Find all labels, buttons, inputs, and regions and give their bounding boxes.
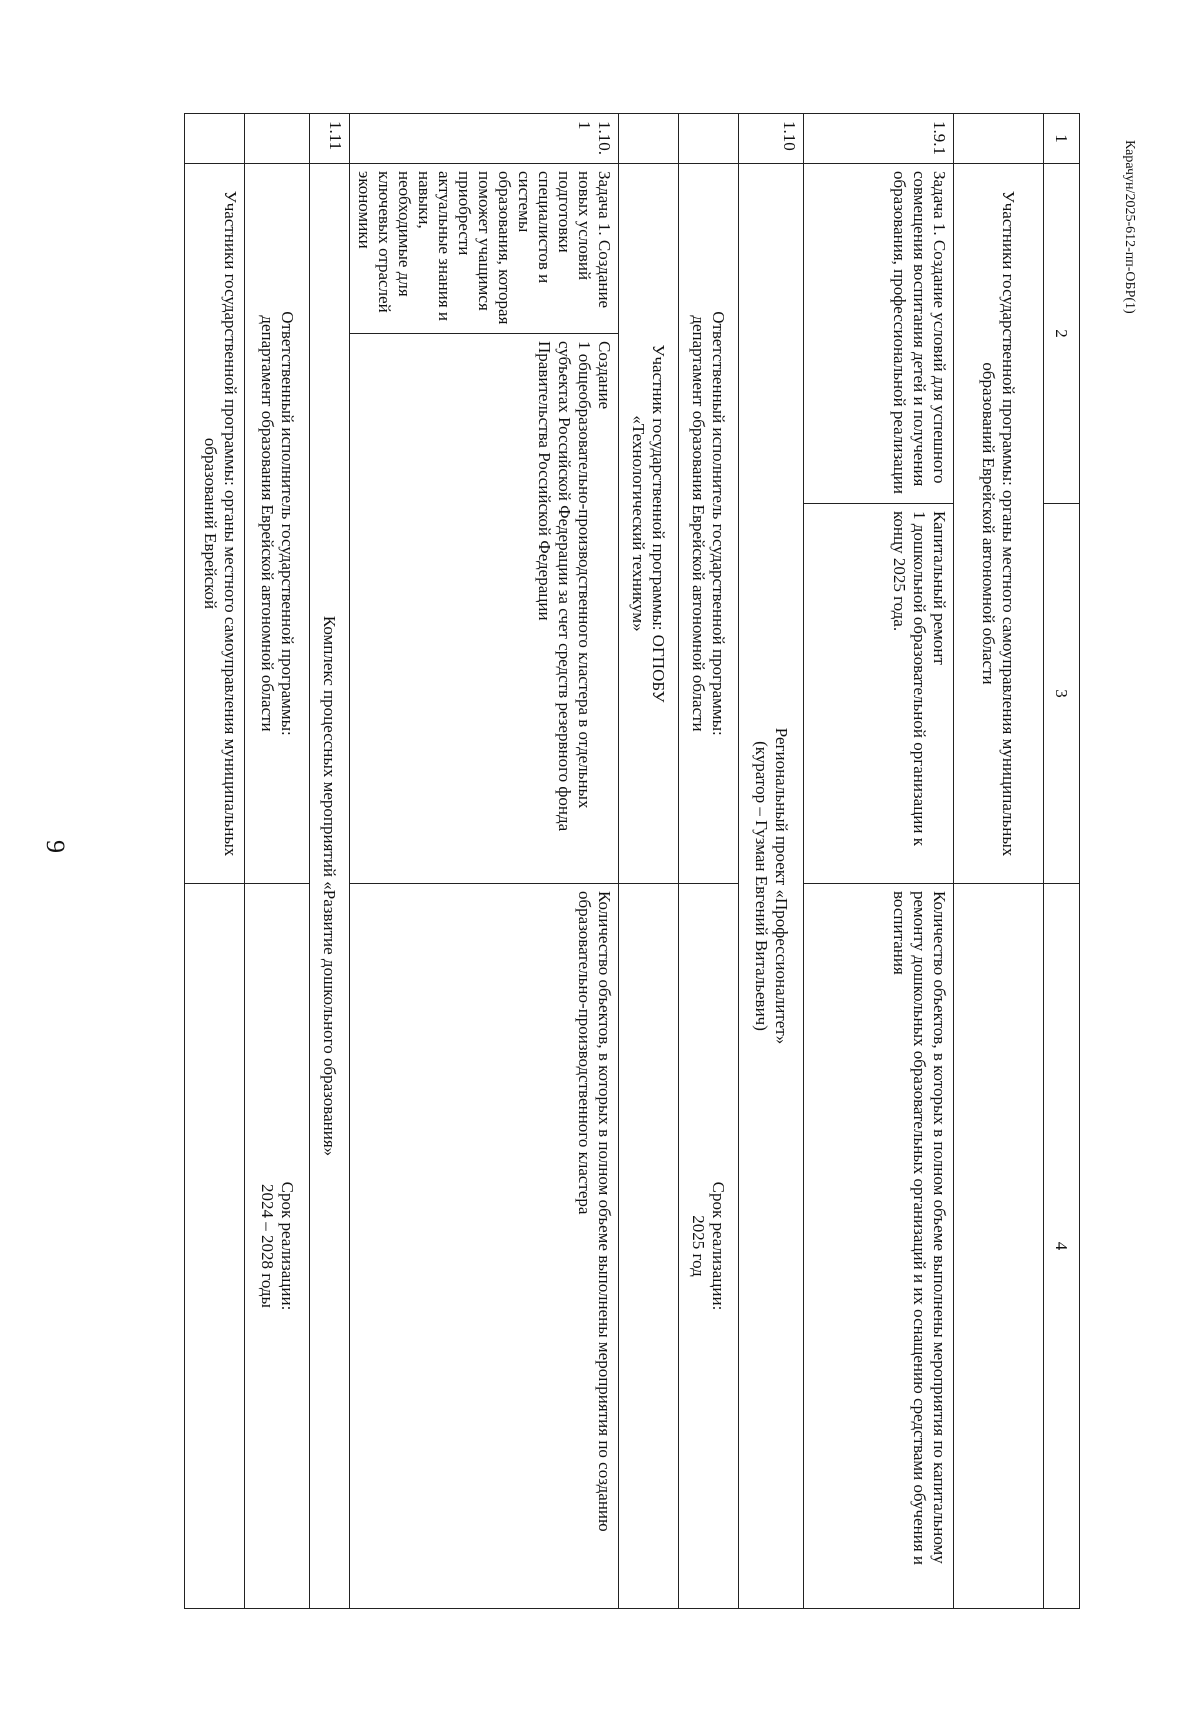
program-table (184, 113, 1080, 1609)
empty-cell (185, 884, 245, 1609)
header-cell-2: 2 (1044, 164, 1080, 504)
task-cell: Задача 1. Создание условий для успешного совмещения воспитания детей и получения образования, профессиональной реализации (804, 164, 954, 504)
row-number-cell: 1.9.1 (804, 114, 954, 164)
participants-cell: Участники государственной программы: органы местного самоуправления муниципальных образований Еврейской автономной области (954, 164, 1044, 884)
table-row (350, 114, 619, 1609)
participants-cell: Участники государственной программы: органы местного самоуправления муниципальных образований Еврейской (185, 164, 245, 884)
page-number: 9 (41, 840, 70, 853)
row-number-cell: 1.10. 1 (350, 114, 619, 164)
participant-cell: Участник государственной программы: ОГПОБУ «Технологический техникум» (619, 164, 679, 884)
header-row (1044, 114, 1080, 1609)
empty-cell (619, 884, 679, 1609)
table-row (679, 114, 739, 1609)
table-row (804, 114, 954, 1609)
indicator-cell: Количество объектов, в которых в полном объеме выполнены мероприятия по созданию образовательно-производственного кластера (350, 884, 619, 1609)
table-row (245, 114, 310, 1609)
header-cell-1: 1 (1044, 114, 1080, 164)
result-cell: Капитальный ремонт 1 дошкольной образовательной организации к концу 2025 года. (804, 504, 954, 884)
table-row (619, 114, 679, 1609)
table-row (954, 114, 1044, 1609)
document-page (200, 113, 1080, 1608)
header-cell-4: 4 (1044, 884, 1080, 1609)
empty-cell (954, 884, 1044, 1609)
task-cell: Задача 1. Создание новых условий подготовки специалистов и системы образования, которая поможет учащимся приобрести актуальные знания и навыки, необходимые для ключевых отраслей экономики (350, 164, 619, 334)
row-number-cell (185, 114, 245, 164)
header-cell-3: 3 (1044, 504, 1080, 884)
table-row (310, 114, 350, 1609)
row-number-cell (245, 114, 310, 164)
project-title-cell: Региональный проект «Профессионалитет» (куратор – Гузман Евгений Витальевич) (739, 164, 804, 1609)
executor-cell: Ответственный исполнитель государственной программы: департамент образования Еврейской автономной области (245, 164, 310, 884)
term-cell: Срок реализации: 2024 – 2028 годы (245, 884, 310, 1609)
complex-title-cell: Комплекс процессных мероприятий «Развитие дошкольного образования» (310, 164, 350, 1609)
row-number-cell (679, 114, 739, 164)
table-row (185, 114, 245, 1609)
table-row (739, 114, 804, 1609)
row-number-cell (954, 114, 1044, 164)
row-number-cell: 1.10 (739, 114, 804, 164)
row-number-cell (619, 114, 679, 164)
row-number-cell: 1.11 (310, 114, 350, 164)
executor-cell: Ответственный исполнитель государственной программы: департамент образования Еврейской автономной области (679, 164, 739, 884)
document-code: Карачун/2025-612-пп-ОБР(1) (1122, 140, 1137, 314)
indicator-cell: Количество объектов, в которых в полном объеме выполнены мероприятия по капитальному ремонту дошкольных образовательных организаций и их оснащению средствами обучения и воспитания (804, 884, 954, 1609)
term-cell: Срок реализации: 2025 год (679, 884, 739, 1609)
result-cell: Создание 1 общеобразовательно-производственного кластера в отдельных субъектах Российской Федерации за счет средств резервного фонда Правительства Российской Федерации (350, 334, 619, 884)
